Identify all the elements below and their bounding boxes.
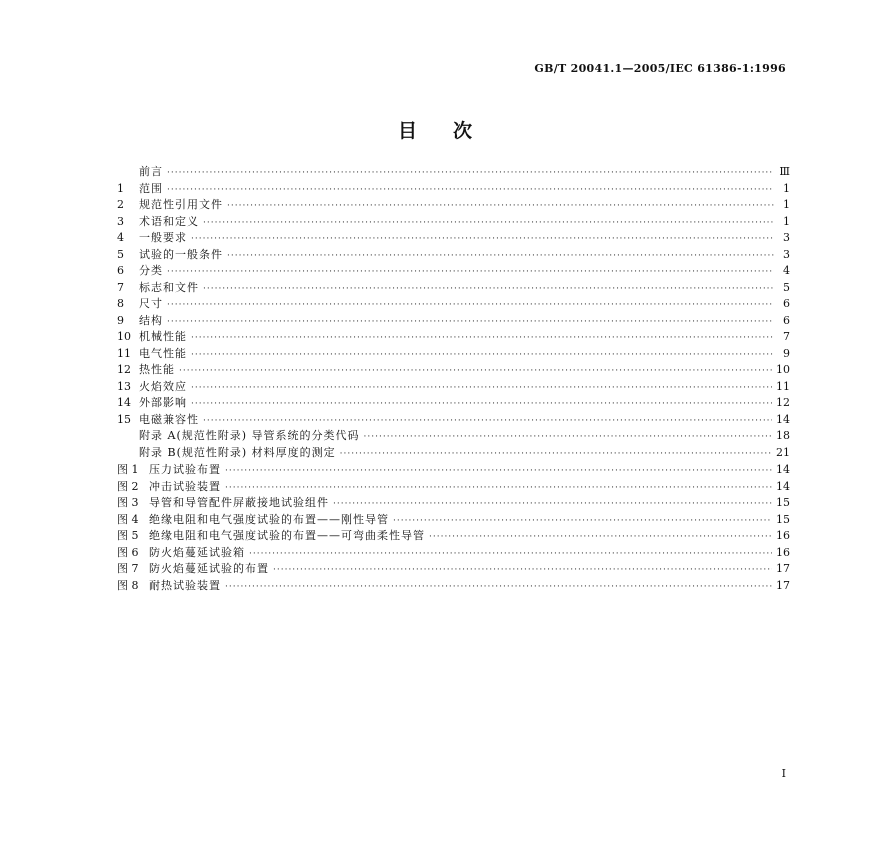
dot-leader (191, 347, 774, 364)
entry-number: 9 (117, 313, 124, 327)
entry-number: 11 (117, 346, 131, 360)
entry-page: Ⅲ (779, 165, 790, 178)
entry-label: 导管和导管配件屏蔽接地试验组件 (149, 496, 329, 509)
entry-number: 4 (117, 231, 124, 244)
entry-page: 1 (783, 181, 790, 195)
entry-label: 绝缘电阻和电气强度试验的布置——可弯曲柔性导管 (149, 529, 425, 542)
page-title: 目次 (397, 120, 508, 142)
entry-page: 10 (776, 363, 790, 376)
dot-leader (191, 380, 772, 397)
entry-label: 术语和定义 (139, 214, 199, 228)
dot-leader (429, 529, 772, 546)
entry-label: 冲击试验装置 (149, 479, 221, 493)
dot-leader (191, 330, 774, 347)
entry-page: 9 (783, 346, 790, 360)
dot-leader (225, 463, 772, 480)
toc-entry[interactable] (117, 214, 790, 231)
entry-page: 15 (776, 512, 790, 526)
page-number: Ⅰ (781, 767, 786, 780)
figure-entry[interactable] (117, 561, 790, 578)
entry-page: 16 (776, 545, 790, 559)
entry-label: 压力试验布置 (149, 463, 221, 476)
dot-leader (203, 281, 774, 298)
entry-number: 图 2 (117, 479, 139, 493)
dot-leader (179, 363, 772, 380)
toc-entry[interactable] (117, 428, 790, 445)
entry-number: 3 (117, 214, 124, 228)
toc-entry[interactable] (117, 379, 790, 396)
entry-page: 6 (783, 313, 790, 327)
entry-number: 13 (117, 379, 131, 393)
entry-page: 6 (783, 297, 790, 310)
toc-entry[interactable] (117, 412, 790, 429)
entry-page: 18 (776, 429, 790, 442)
entry-number: 1 (117, 181, 124, 195)
toc-entry[interactable] (117, 329, 790, 346)
entry-number: 图 6 (117, 545, 139, 559)
entry-label: 机械性能 (139, 330, 187, 343)
entry-label: 尺寸 (139, 297, 163, 310)
dot-leader (393, 513, 772, 530)
entry-label: 电磁兼容性 (139, 412, 199, 426)
entry-page: 14 (776, 412, 790, 426)
dot-leader (364, 429, 772, 446)
figure-entry[interactable] (117, 545, 790, 562)
entry-number: 6 (117, 264, 124, 277)
entry-number: 图 8 (117, 578, 139, 592)
entry-page: 15 (776, 496, 790, 509)
entry-label: 结构 (139, 313, 163, 327)
dot-leader (203, 413, 772, 430)
toc-entry[interactable] (117, 164, 790, 181)
standard-number: GB/T 20041.1—2005/IEC 61386-1:1996 (534, 62, 786, 75)
entry-page: 17 (776, 562, 790, 575)
entry-page: 4 (783, 264, 790, 277)
entry-page: 3 (783, 231, 790, 244)
entry-number: 图 3 (117, 496, 139, 509)
entry-number: 图 4 (117, 512, 139, 526)
table-of-contents (117, 164, 790, 461)
toc-entry[interactable] (117, 280, 790, 297)
entry-label: 耐热试验装置 (149, 578, 221, 592)
dot-leader (167, 165, 774, 182)
entry-page: 12 (776, 396, 790, 409)
entry-label: 规范性引用文件 (139, 198, 223, 211)
entry-number: 15 (117, 412, 131, 426)
dot-leader (203, 215, 774, 232)
figure-entry[interactable] (117, 528, 790, 545)
toc-entry[interactable] (117, 346, 790, 363)
entry-page: 3 (783, 247, 790, 261)
entry-label: 范围 (139, 181, 163, 195)
dot-leader (249, 546, 772, 563)
dot-leader (227, 248, 774, 265)
entry-label: 一般要求 (139, 231, 187, 244)
entry-page: 17 (776, 578, 790, 592)
dot-leader (340, 446, 772, 463)
entry-number: 12 (117, 363, 131, 376)
entry-number: 10 (117, 330, 131, 343)
entry-number: 图 7 (117, 562, 139, 575)
entry-page: 1 (783, 198, 790, 211)
entry-label: 电气性能 (139, 346, 187, 360)
entry-number: 2 (117, 198, 124, 211)
entry-page: 14 (776, 463, 790, 476)
dot-leader (227, 198, 774, 215)
entry-label: 防火焰蔓延试验的布置 (149, 562, 269, 575)
entry-label: 分类 (139, 264, 163, 277)
entry-number: 图 1 (117, 463, 139, 476)
figure-entry[interactable] (117, 479, 790, 496)
toc-entry[interactable] (117, 247, 790, 264)
dot-leader (167, 182, 774, 199)
dot-leader (167, 314, 774, 331)
figure-entry[interactable] (117, 578, 790, 595)
dot-leader (333, 496, 772, 513)
dot-leader (167, 297, 774, 314)
entry-label: 前言 (139, 165, 163, 178)
entry-label: 绝缘电阻和电气强度试验的布置——刚性导管 (149, 512, 389, 526)
entry-page: 7 (783, 330, 790, 343)
dot-leader (191, 396, 772, 413)
toc-entry[interactable] (117, 263, 790, 280)
dot-leader (225, 480, 772, 497)
toc-entry[interactable] (117, 313, 790, 330)
entry-number: 8 (117, 297, 124, 310)
dot-leader (167, 264, 774, 281)
dot-leader (225, 579, 772, 596)
entry-label: 标志和文件 (139, 280, 199, 294)
entry-number: 7 (117, 280, 124, 294)
toc-entry[interactable] (117, 181, 790, 198)
entry-page: 16 (776, 529, 790, 542)
entry-number: 14 (117, 396, 131, 409)
toc-entry[interactable] (117, 445, 790, 462)
entry-page: 14 (776, 479, 790, 493)
entry-page: 11 (776, 379, 790, 393)
dot-leader (273, 562, 772, 579)
entry-label: 火焰效应 (139, 379, 187, 393)
toc-entry[interactable] (117, 362, 790, 379)
toc-entry[interactable] (117, 230, 790, 247)
toc-entry[interactable] (117, 395, 790, 412)
entry-label: 附录 B(规范性附录) 材料厚度的测定 (139, 445, 336, 459)
entry-label: 热性能 (139, 363, 175, 376)
toc-entry[interactable] (117, 296, 790, 313)
entry-label: 附录 A(规范性附录) 导管系统的分类代码 (139, 429, 360, 442)
figure-entry[interactable] (117, 495, 790, 512)
dot-leader (191, 231, 774, 248)
entry-page: 21 (776, 445, 790, 459)
toc-entry[interactable] (117, 197, 790, 214)
entry-label: 外部影响 (139, 396, 187, 409)
entry-page: 5 (783, 280, 790, 294)
figure-entry[interactable] (117, 462, 790, 479)
entry-label: 防火焰蔓延试验箱 (149, 545, 245, 559)
entry-number: 5 (117, 247, 124, 261)
entry-page: 1 (783, 214, 790, 228)
entry-label: 试验的一般条件 (139, 247, 223, 261)
entry-number: 图 5 (117, 529, 139, 542)
list-of-figures (117, 462, 790, 594)
figure-entry[interactable] (117, 512, 790, 529)
